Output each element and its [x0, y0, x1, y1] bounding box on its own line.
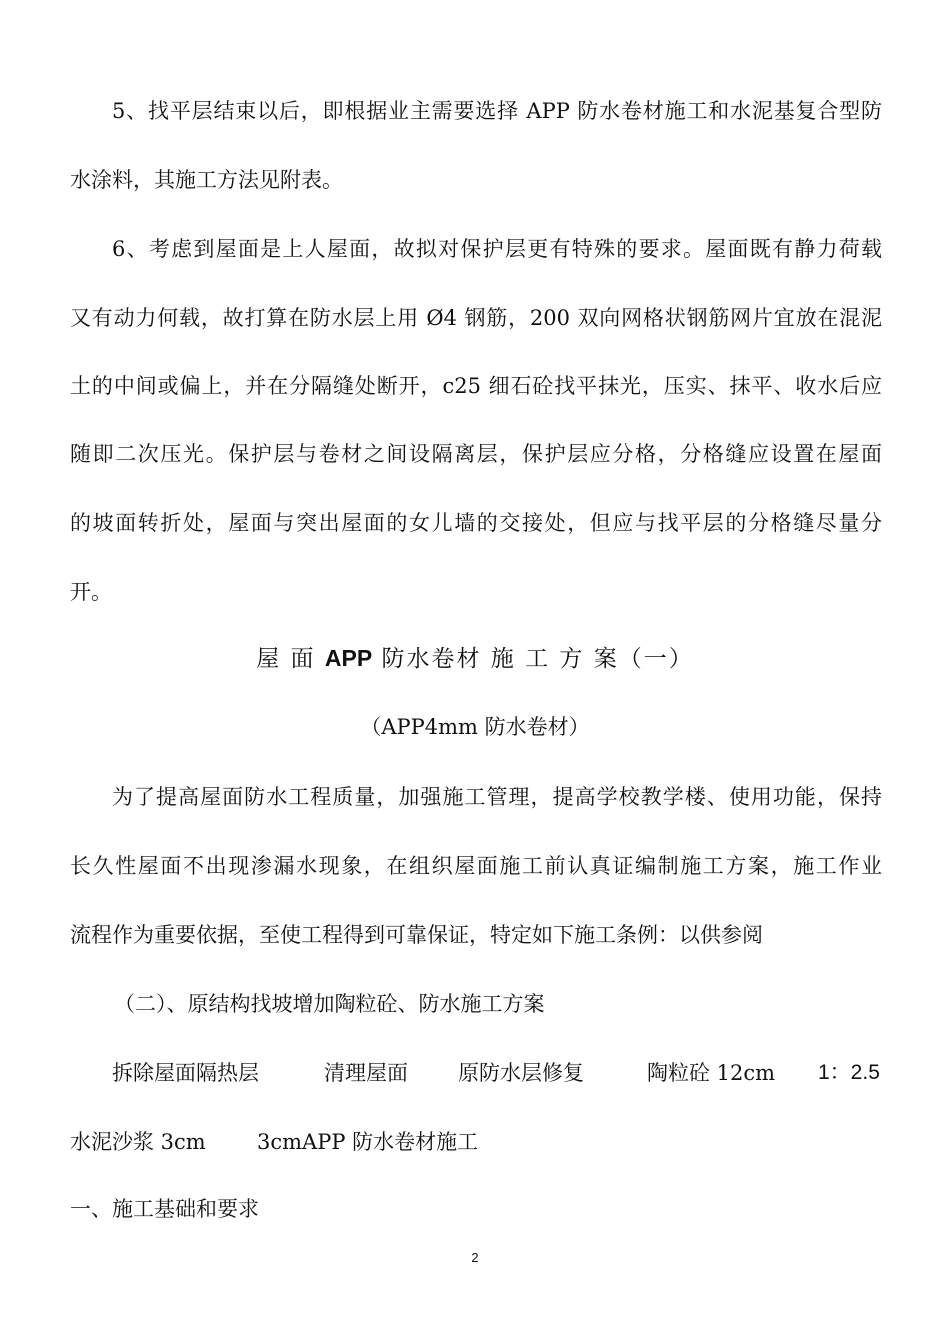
flow-step-1: 拆除屋面隔热层 [112, 1061, 259, 1085]
flow-step-3: 原防水层修复 [458, 1061, 584, 1085]
paragraph-6-line-6: 开。 [70, 580, 112, 604]
section-2-heading: （二）、原结构找坡增加陶粒砼、防水施工方案 [114, 992, 545, 1016]
flow-step-7: 3cmAPP 防水卷材施工 [257, 1130, 479, 1154]
paragraph-5-line-2: 水涂料，其施工方法见附表。 [70, 168, 343, 192]
paragraph-5-line-1: 5、找平层结束以后，即根据业主需要选择 APP 防水卷材施工和水泥基复合型防 [112, 99, 882, 123]
title-prefix: 屋 面 [256, 646, 325, 672]
paragraph-6-line-3: 土的中间或偏上，并在分隔缝处断开，c25 细石砼找平抹光，压实、抹平、收水后应 [70, 374, 882, 398]
flow-step-6: 水泥沙浆 3cm [70, 1130, 206, 1154]
section-title [0, 643, 950, 674]
intro-line-3: 流程作为重要依据，至使工程得到可靠保证，特定如下施工条例：以供参阅 [70, 923, 763, 947]
flow-step-2: 清理屋面 [324, 1061, 408, 1085]
flow-step-5: 1：2.5 [818, 1061, 880, 1084]
paragraph-6-line-2: 又有动力何载，故打算在防水层上用 Ø4 钢筋，200 双向网格状钢筋网片宜放在混泥 [70, 306, 882, 330]
paragraph-6-line-1: 6、考虑到屋面是上人屋面，故拟对保护层更有特殊的要求。屋面既有静力荷载 [112, 237, 882, 261]
flow-step-4: 陶粒砼 12cm [647, 1061, 776, 1085]
title-suffix: 防水卷材 施 工 方 案（一） [372, 646, 694, 672]
paragraph-6-line-5: 的坡面转折处，屋面与突出屋面的女儿墙的交接处，但应与找平层的分格缝尽量分 [70, 511, 882, 535]
intro-line-1: 为了提高屋面防水工程质量，加强施工管理，提高学校教学楼、使用功能，保持 [112, 785, 882, 809]
paragraph-6-line-4: 随即二次压光。保护层与卷材之间设隔离层，保护层应分格，分格缝应设置在屋面 [70, 442, 882, 466]
section-subtitle: （APP4mm 防水卷材） [360, 715, 590, 739]
title-app: APP [324, 645, 373, 671]
page-number: 2 [471, 1250, 479, 1265]
section-1-heading: 一、施工基础和要求 [70, 1197, 259, 1221]
intro-line-2: 长久性屋面不出现渗漏水现象，在组织屋面施工前认真证编制施工方案，施工作业 [70, 854, 882, 878]
